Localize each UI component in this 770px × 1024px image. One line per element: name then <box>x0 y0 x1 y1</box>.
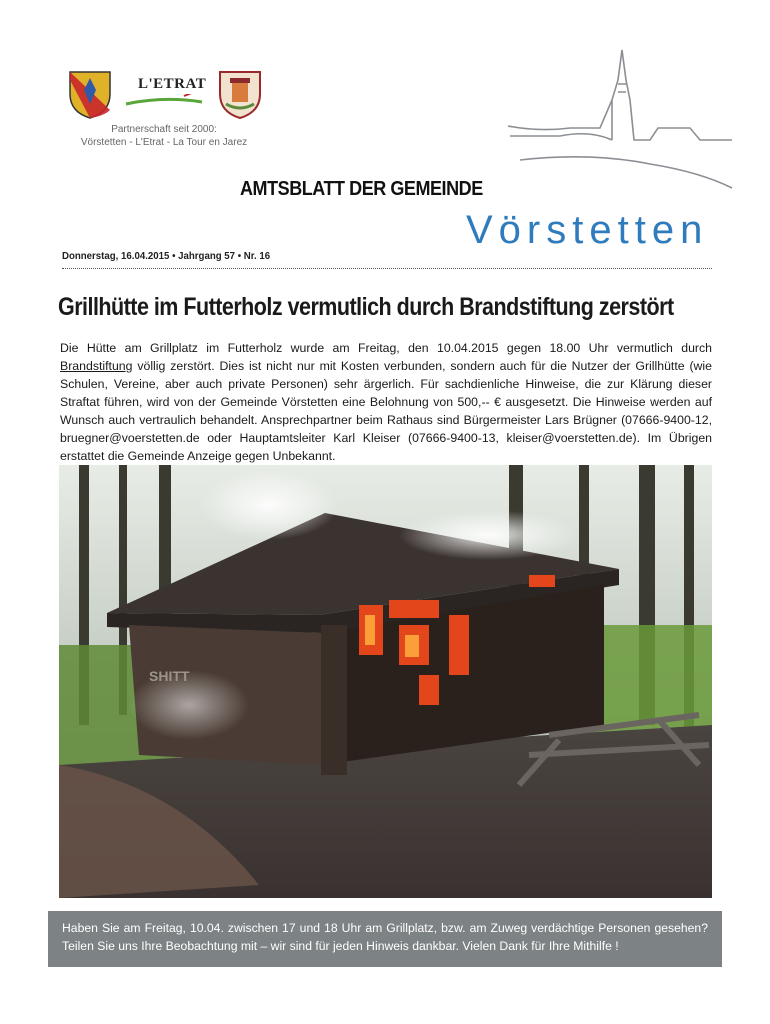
letrat-logo-text: L'ETRAT <box>138 76 207 92</box>
article-body <box>60 339 712 465</box>
graffiti-text: SHITT <box>149 668 190 684</box>
article-body-underlined: Brandstiftung <box>60 359 133 373</box>
partnership-line-1: Partnerschaft seit 2000: <box>111 124 217 135</box>
masthead-title: AMTSBLATT DER GEMEINDE <box>240 178 483 200</box>
la-tour-coat-of-arms-icon <box>218 70 262 120</box>
header-divider <box>62 268 712 269</box>
issue-line: Donnerstag, 16.04.2015 • Jahrgang 57 • Nr. 16 <box>62 250 271 262</box>
appeal-caption-text: Haben Sie am Freitag, 10.04. zwischen 17 und 18 Uhr am Grillplatz, bzw. am Zuweg verdächtige Personen gesehen? Teilen Sie uns Ihre Beobachtung mit – wir sind für jeden Hinweis dankbar. Vielen Dank für Ihre Mithilfe ! <box>62 921 708 953</box>
appeal-caption-box <box>48 911 722 967</box>
article-headline: Grillhütte im Futterholz vermutlich durch Brandstiftung zerstört <box>58 293 674 321</box>
church-skyline-icon <box>500 40 740 200</box>
letrat-swoosh-icon <box>124 94 204 110</box>
partnership-note <box>64 123 264 149</box>
article-body-part-1: Die Hütte am Grillplatz im Futterholz wurde am Freitag, den 10.04.2015 gegen 18.00 Uhr vermutlich durch <box>60 341 712 355</box>
masthead-town: Vörstetten <box>466 208 709 252</box>
burning-hut-photo <box>59 465 712 898</box>
partnership-line-2: Vörstetten - L'Etrat - La Tour en Jarez <box>80 137 248 148</box>
voerstetten-coat-of-arms-icon <box>68 70 112 120</box>
letrat-logo <box>124 76 207 110</box>
article-body-part-2: völlig zerstört. Dies ist nicht nur mit Kosten verbunden, sondern auch für die Nutzer der Grillhütte (wie Schulen, Vereine, aber auch private Personen) sehr ärgerlich. Für sachdienliche Hinweise, die zur Klärung dieser Straftat führen, wird von der Gemeinde Vörstetten eine Belohnung von 500,-- € ausgesetzt. Die Hinweise werden auf Wunsch auch vertraulich behandelt. Ansprechpartner beim Rathaus sind Bürgermeister Lars Brügner (07666-9400-12, bruegner@voerstetten.de oder Hauptamtsleiter Karl Kleiser (07666-9400-13, kleiser@voerstetten.de). Im Übrigen erstattet die Gemeinde Anzeige gegen Unbekannt. <box>60 359 712 463</box>
